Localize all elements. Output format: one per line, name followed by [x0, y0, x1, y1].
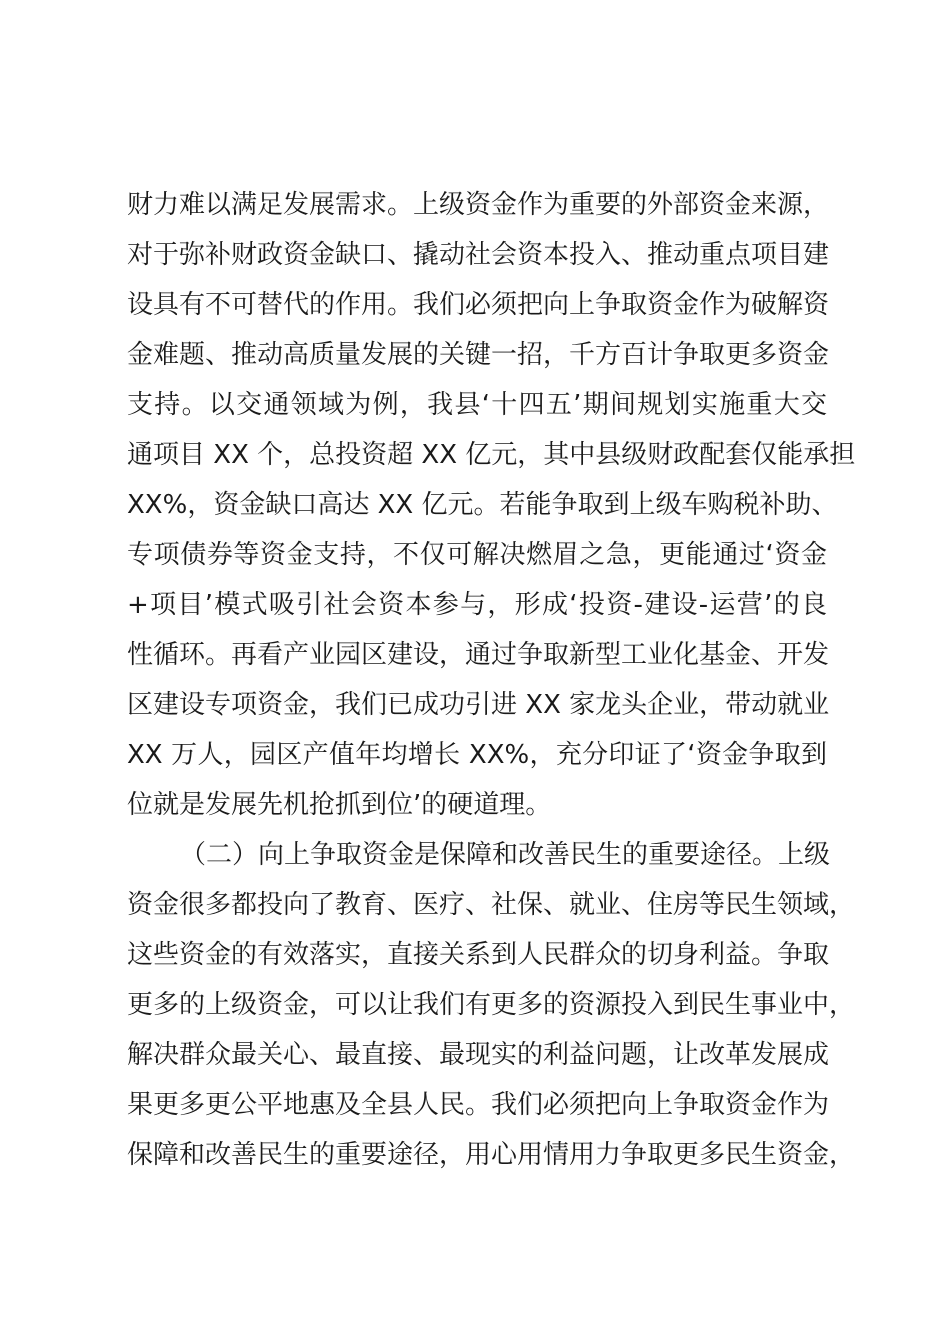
body-text-line: 更多的上级资金，可以让我们有更多的资源投入到民生事业中， [127, 990, 856, 1020]
body-text-line: 专项债券等资金支持，不仅可解决燃眉之急，更能通过‘资金 [127, 540, 827, 570]
body-text-line: 解决群众最关心、最直接、最现实的利益问题，让改革发展成 [127, 1040, 830, 1070]
body-text-line: +项目’模式吸引社会资本参与，形成‘投资-建设-运营’的良 [127, 590, 827, 620]
body-text-line: 位就是发展先机抢抓到位’的硬道理。 [127, 790, 552, 820]
body-text-line: 对于弥补财政资金缺口、撬动社会资本投入、推动重点项目建 [127, 240, 830, 270]
body-text-line: XX 万人，园区产值年均增长 XX%，充分印证了‘资金争取到 [127, 740, 827, 770]
body-text-line: XX%，资金缺口高达 XX 亿元。若能争取到上级车购税补助、 [127, 490, 838, 520]
body-text-line: 保障和改善民生的重要途径，用心用情用力争取更多民生资金， [127, 1140, 856, 1170]
body-text-line: 这些资金的有效落实，直接关系到人民群众的切身利益。争取 [127, 940, 830, 970]
body-text-line: 通项目 XX 个，总投资超 XX 亿元，其中县级财政配套仅能承担 [127, 440, 856, 470]
body-text-line: 金难题、推动高质量发展的关键一招，千方百计争取更多资金 [127, 340, 830, 370]
body-text-line: 设具有不可替代的作用。我们必须把向上争取资金作为破解资 [127, 290, 830, 320]
body-text-line: 性循环。再看产业园区建设，通过争取新型工业化基金、开发 [127, 640, 830, 670]
body-text-line: 区建设专项资金，我们已成功引进 XX 家龙头企业，带动就业 [127, 690, 830, 720]
section-heading-line: （二）向上争取资金是保障和改善民生的重要途径。上级 [180, 840, 831, 870]
body-text-line: 财力难以满足发展需求。上级资金作为重要的外部资金来源， [127, 190, 830, 220]
body-text-line: 支持。以交通领域为例，我县‘十四五’期间规划实施重大交 [127, 390, 827, 420]
body-text-line: 果更多更公平地惠及全县人民。我们必须把向上争取资金作为 [127, 1090, 830, 1120]
body-text-line: 资金很多都投向了教育、医疗、社保、就业、住房等民生领域， [127, 890, 856, 920]
